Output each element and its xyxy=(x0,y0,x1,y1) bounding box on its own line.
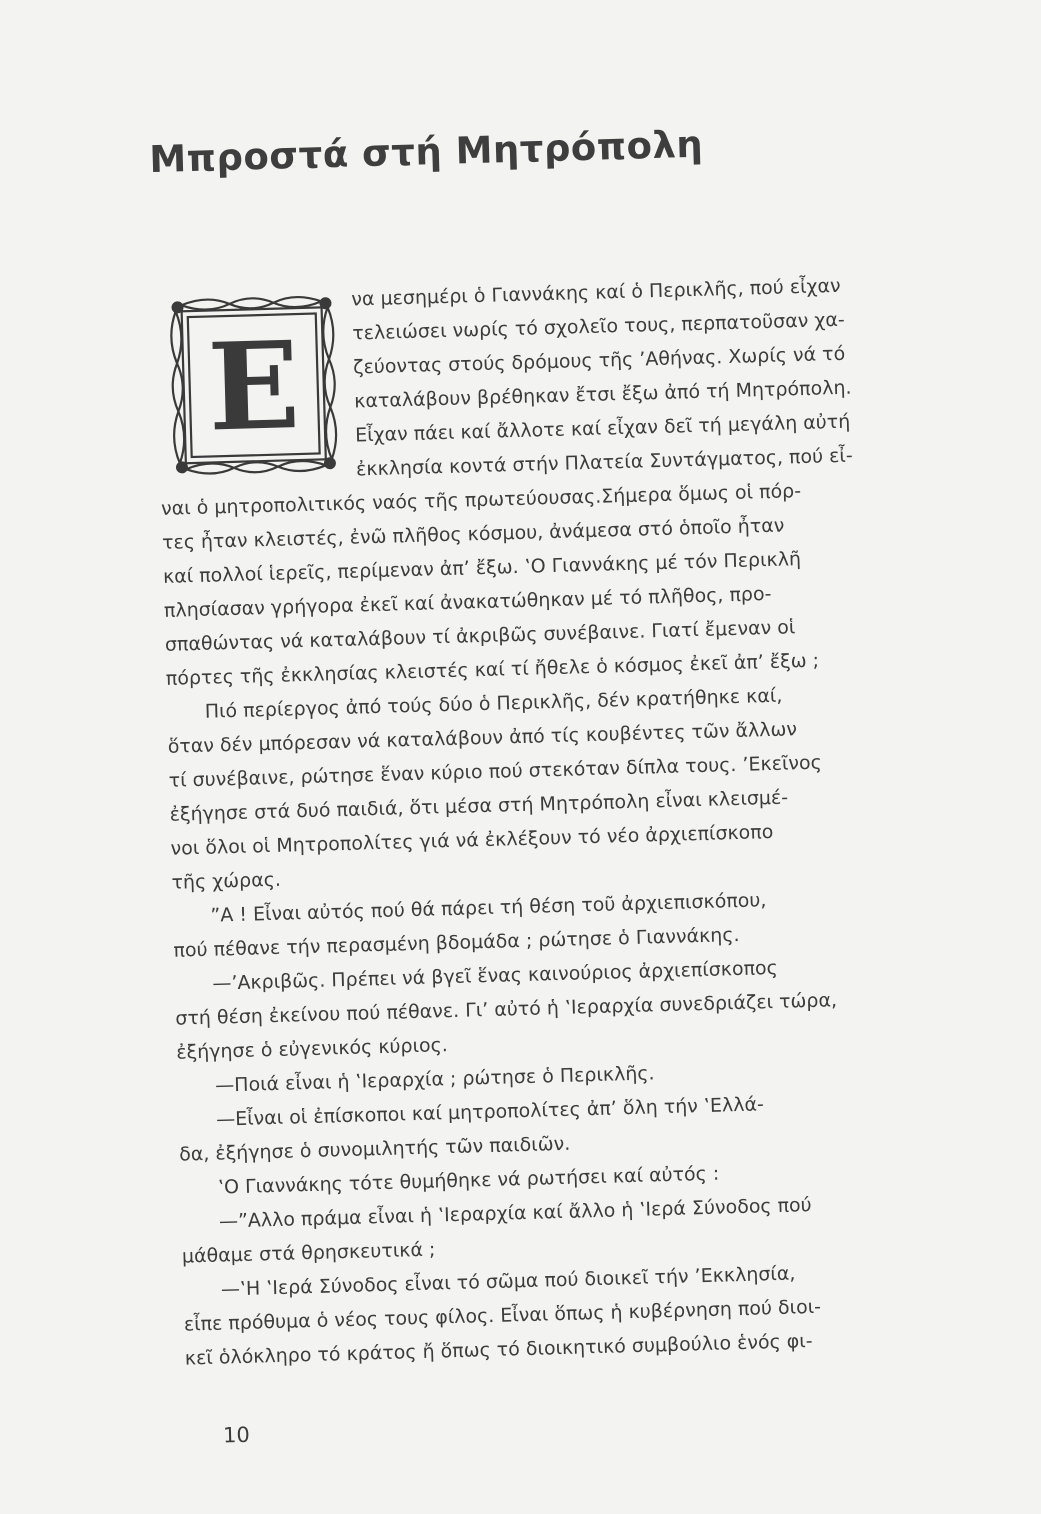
text-line: ‛Ο Γιαννάκης τότε θυμήθηκε νά ρωτήσει καί αὐτός : xyxy=(217,1162,720,1199)
text-line: πλησίασαν γρήγορα ἐκεῖ καί ἀνακατώθηκαν μέ τό πλῆθος, προ- xyxy=(163,582,772,622)
text-line: δα, ἐξήγησε ὁ συνομιλητής τῶν παιδιῶν. xyxy=(178,1132,571,1166)
text-line: —’Ακριβῶς. Πρέπει νά βγεῖ ἕνας καινούριος ἀρχιεπίσκοπος xyxy=(212,956,779,995)
page-number: 10 xyxy=(222,1422,251,1448)
chapter-title: Μπροστά στή Μητρόπολη xyxy=(148,122,704,182)
text-line: τελειώσει νωρίς τό σχολεῖο τους, περπατοῦσαν χα- xyxy=(351,308,845,345)
text-line: —‛Η ‛Ιερά Σύνοδος εἶναι τό σῶμα πού διοικεῖ τήν ’Εκκλησία, xyxy=(220,1262,796,1301)
text-line: τῆς χώρας. xyxy=(171,868,282,894)
text-line: κεῖ ὁλόκληρο τό κράτος ἤ ὅπως τό διοικητικό συμβούλιο ἑνός φι- xyxy=(184,1330,813,1370)
text-line: σπαθώντας νά καταλάβουν τί ἀκριβῶς συνέβαινε. Γιατί ἔμεναν οἱ xyxy=(164,616,796,656)
text-line: ”Α ! Εἶναι αὐτός πού θά πάρει τή θέση τοῦ ἀρχιεπισκόπου, xyxy=(210,889,767,927)
text-line: ἐκκλησία κοντά στήν Πλατεία Συντάγματος, πού εἶ- xyxy=(355,444,853,481)
text-line: ἐξήγησε στά δυό παιδιά, ὅτι μέσα στή Μητρόπολη εἶναι κλεισμέ- xyxy=(169,786,789,826)
text-line: τί συνέβαινε, ρώτησε ἕναν κύριο πού στεκόταν δίπλα τους. ’Εκεῖνος xyxy=(168,751,823,792)
text-line: ἐξήγησε ὁ εὐγενικός κύριος. xyxy=(176,1034,449,1064)
text-line: καί πολλοί ἱερεῖς, περίμεναν ἀπ’ ἔξω. ‛Ο Γιαννάκης μέ τόν Περικλῆ xyxy=(162,548,802,588)
text-line: μάθαμε στά θρησκευτικά ; xyxy=(181,1238,436,1268)
text-line: —Ποιά εἶναι ἡ ‛Ιεραρχία ; ρώτησε ὁ Περικλῆς. xyxy=(214,1062,655,1097)
text-line: τες ἦταν κλειστές, ἐνῶ πλῆθος κόσμου, ἀνάμεσα στό ὁποῖο ἦταν xyxy=(161,514,785,554)
text-line: να μεσημέρι ὁ Γιαννάκης καί ὁ Περικλῆς, πού εἶχαν xyxy=(351,274,841,311)
text-line: καταλάβουν βρέθηκαν ἔτσι ἔξω ἀπό τή Μητρόπολη. xyxy=(353,376,852,413)
text-line: εἶπε πρόθυμα ὁ νέος τους φίλος. Εἶναι ὅπως ἡ κυβέρνηση πού διοι- xyxy=(183,1295,822,1336)
text-line: Εἶχαν πάει καί ἄλλοτε καί εἶχαν δεῖ τή μεγάλη αὐτή xyxy=(354,410,851,447)
text-line: πού πέθανε τήν περασμένη βδομάδα ; ρώτησε ὁ Γιαννάκης. xyxy=(173,923,740,962)
text-line: —”Αλλο πράμα εἶναι ἡ ‛Ιεραρχία καί ἄλλο ἡ ‛Ιερά Σύνοδος πού xyxy=(218,1194,812,1233)
text-line: νοι ὅλοι οἱ Μητροπολίτες γιά νά ἐκλέξουν τό νέο ἀρχιεπίσκοπο xyxy=(170,820,774,860)
drop-cap-ornament xyxy=(167,293,340,478)
text-line: στή θέση ἐκείνου πού πέθανε. Γι’ αὐτό ἡ ‛Ιεραρχία συνεδριάζει τώρα, xyxy=(175,989,838,1030)
text-line: Πιό περίεργος ἀπό τούς δύο ὁ Περικλῆς, δέν κρατήθηκε καί, xyxy=(204,684,783,723)
text-line: ζεύοντας στούς δρόμους τῆς ’Αθήνας. Χωρίς νά τό xyxy=(352,342,846,379)
text-line: πόρτες τῆς ἐκκλησίας κλειστές καί τί ἤθελε ὁ κόσμος ἐκεῖ ἀπ’ ἔξω ; xyxy=(165,649,820,690)
drop-cap-letter: Ε xyxy=(206,315,302,459)
text-line: ὅταν δέν μπόρεσαν νά καταλάβουν ἀπό τίς κουβέντες τῶν ἄλλων xyxy=(167,718,798,758)
text-line: ναι ὁ μητροπολιτικός ναός τῆς πρωτεύουσας.Σήμερα ὅμως οἱ πόρ- xyxy=(160,480,802,520)
text-line: —Εἶναι οἱ ἐπίσκοποι καί μητροπολίτες ἀπ’ ὅλη τήν ‛Ελλά- xyxy=(215,1093,765,1131)
